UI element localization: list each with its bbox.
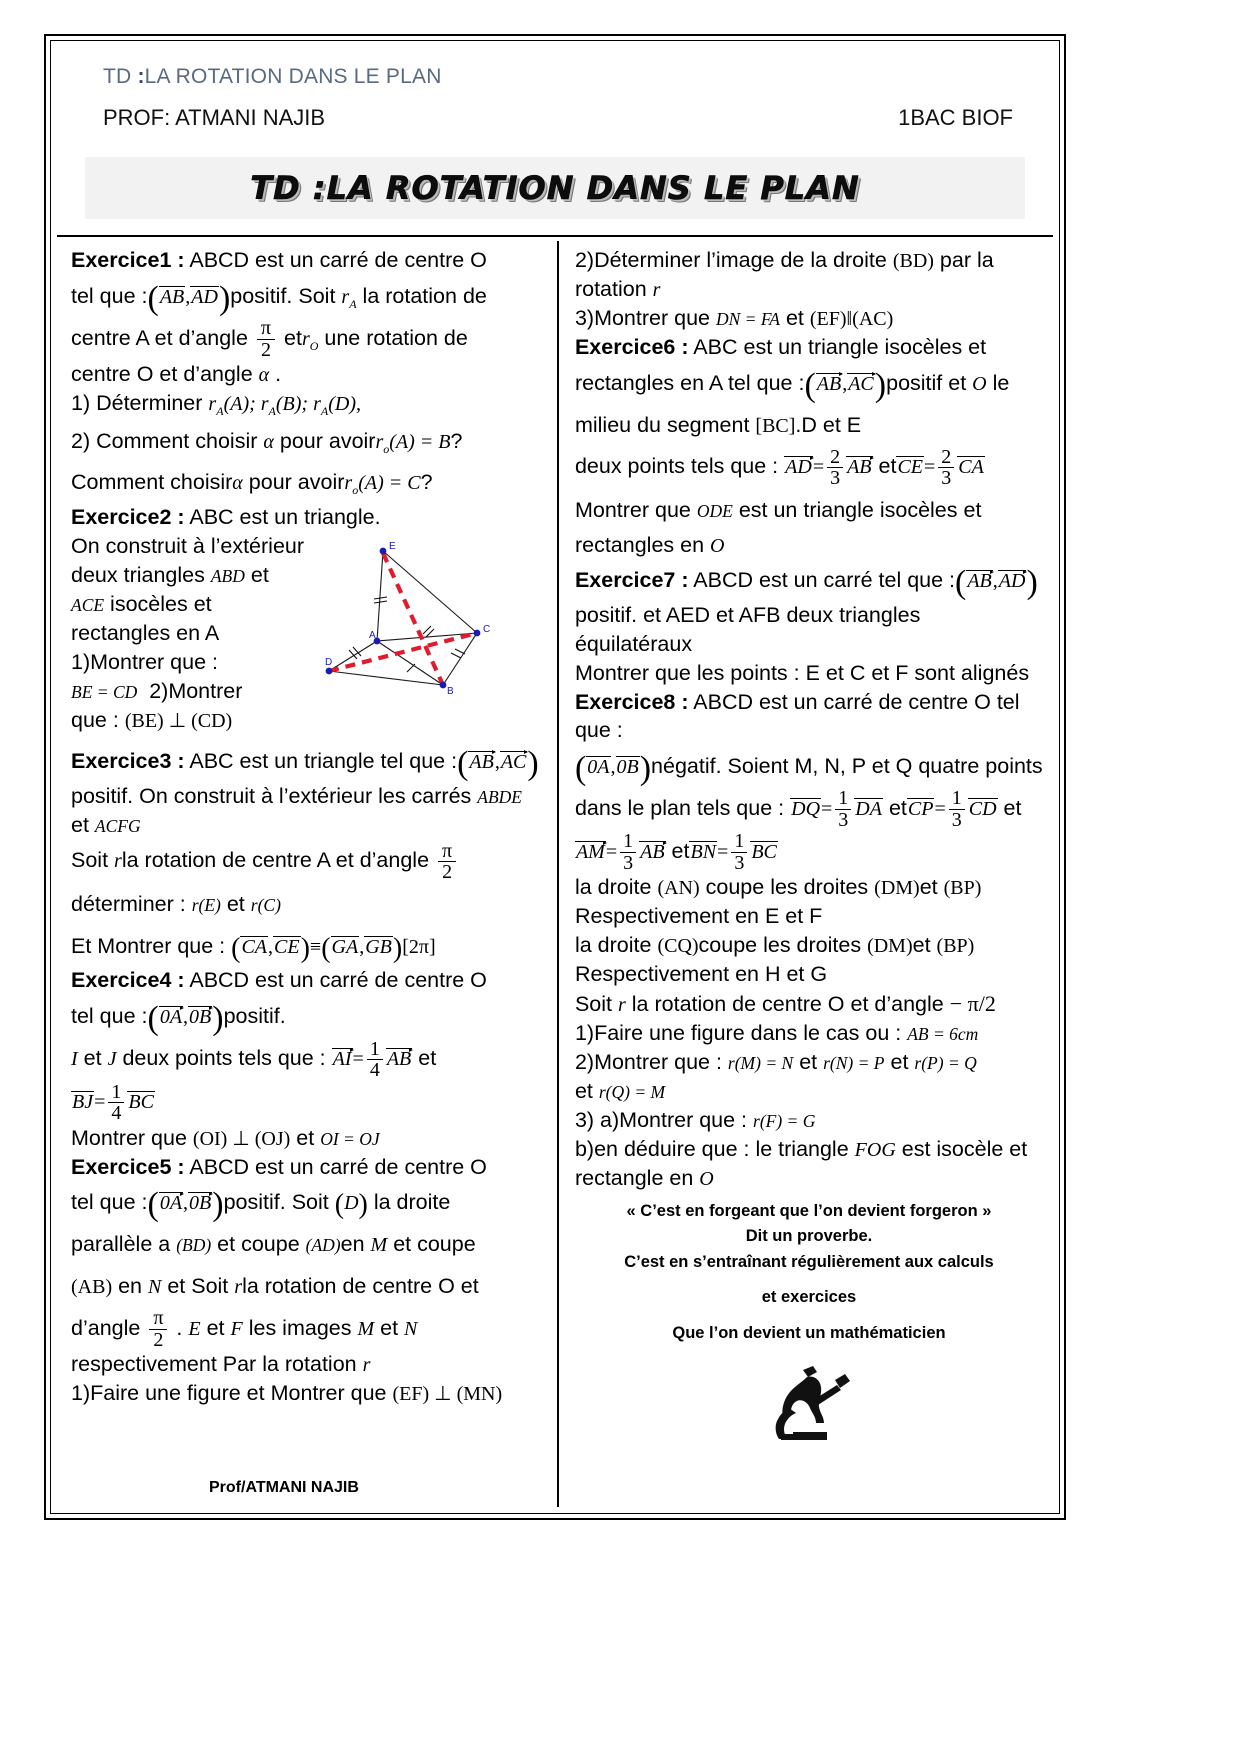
ex1-q2-expr: $r_o(A) = B$ (375, 430, 451, 456)
ex5-cont-line1: 2)Déterminer l’image de la droite (BD) par la (574, 248, 994, 272)
exercise8-heading (575, 689, 1043, 745)
ex5-frac-pi-2: $\frac{\pi}{2}$ (149, 1308, 167, 1350)
exercise2-line2: On construit à l’extérieur (71, 534, 305, 559)
header-course-prefix: TD (103, 65, 138, 88)
ex5-vec-oa: 0A (159, 1192, 183, 1215)
ex8-rm-n: r(M) = N (727, 1052, 794, 1073)
ex5-bd: (BD) (176, 1235, 212, 1256)
exercise1-q2: 2) Comment choisir α pour avoirr$_o$(A) = B? (71, 428, 463, 456)
exercise8-title: Exercice8 : (574, 690, 689, 715)
ex5cont-dn-fa: DN = FA (715, 308, 780, 329)
banner-title: TD :LA ROTATION DANS LE PLAN (250, 169, 860, 207)
exercise2-heading (71, 504, 547, 532)
ex1-q2b-label: Comment choisir (71, 470, 233, 495)
exercise1-line2: tel que :(AB,AD)positif. Soit $r_A$ la rotation de (71, 279, 487, 317)
ex8-vec-dq: DQ (791, 797, 821, 820)
ex1-q1-label: 1) Déterminer (71, 390, 203, 415)
exercise5-heading (71, 1154, 547, 1182)
ex8-vec-cd: CD (968, 797, 997, 820)
ex4-oi-perp-oj: (OI) ⊥ (OJ) (192, 1127, 291, 1150)
exercise7-title: Exercice7 : (574, 568, 689, 593)
exercise3-heading: Exercice3 : ABC est un triangle tel que :(AB,AC) (71, 744, 539, 782)
exercise5-line6: respectivement Par la rotation r (71, 1352, 371, 1377)
figure-label-D: D (325, 657, 333, 668)
exercise6-heading (575, 334, 1043, 362)
ex1-q2b-expr: $r_o(A) = C$ (344, 472, 421, 498)
footer-signature: Prof/ATMANI NAJIB (209, 1479, 359, 1496)
figure-label-E: E (389, 541, 396, 552)
ex3-vec-ca: CA (241, 935, 268, 958)
ex3-vec-ga: GA (331, 935, 359, 958)
exercise2-figure (325, 537, 557, 717)
ex8-rot-r: r (618, 994, 626, 1016)
ex4-oi-eq-oj: OI = OJ (320, 1128, 380, 1149)
ex6-at-o: O (710, 534, 725, 557)
ex8-line-bp: (BP) (943, 877, 982, 900)
ex8-vec-bn: BN (690, 841, 717, 864)
ex5-img-n: N (404, 1317, 418, 1340)
ex4-frac2-1-4: $\frac{1}{4}$ (108, 1082, 124, 1124)
exercise2-line6: 1)Montrer que : (71, 649, 218, 674)
exercise7-line3: équilatéraux (574, 632, 693, 657)
ex7-vec-ad: AD (998, 570, 1026, 593)
ex4-vec-oa: 0A (159, 1006, 183, 1029)
exercise6-line2: rectangles en A tel que :(AB,AC)positif et O le (574, 366, 1010, 404)
ex6-frac-2-3: $\frac{2}{3}$ (827, 447, 843, 489)
exercise1-q2b: Comment choisirα pour avoirr$_o$(A) = C? (71, 470, 433, 498)
ex3-vec-gb: GB (365, 935, 392, 958)
right-column (557, 241, 1053, 1507)
figure-point-B (440, 682, 447, 689)
ex8-frac3-1-3: $\frac{1}{3}$ (620, 831, 636, 873)
ex5-pt-f: F (230, 1317, 243, 1340)
ex2-tri-abd: ABD (210, 566, 245, 587)
exercise8-line9: Soit r la rotation de centre O et d’angle − π/2 (574, 991, 996, 1016)
ex3-abde: ABDE (477, 786, 522, 807)
ex1-alpha: α (258, 364, 270, 386)
exercise5-line4: (AB) en N et Soit rla rotation de centre O et (71, 1274, 479, 1299)
ex8-line-dm: (DM) (874, 877, 920, 900)
ex1-rO: $r_O$ (301, 327, 319, 353)
ex3-vec-ab: AB (469, 750, 494, 773)
exercise3-title: Exercice3 : (71, 748, 185, 773)
proverb-line5: Que l’on devient un mathématicien (672, 1323, 946, 1342)
exercise4-line1: ABCD est un carré de centre O (184, 968, 487, 993)
ex8-frac-1-3: $\frac{1}{3}$ (835, 788, 851, 830)
exercise8-line15: rectangle en O (574, 1165, 714, 1190)
ex5-ef-perp-mn: (EF) ⊥ (MN) (392, 1383, 503, 1406)
ex8-tri-fog: FOG (854, 1138, 896, 1161)
exercise8-line8: Respectivement en H et G (574, 962, 828, 987)
ex1-l2-a: tel que : (71, 283, 148, 308)
document-body (57, 241, 1053, 1507)
ex5cont-r: r (652, 278, 661, 301)
ex6-pt-o: O (972, 372, 987, 395)
figure-label-C: C (483, 624, 491, 635)
ex6-vec-ab: AB (816, 372, 842, 395)
ex8-line-an: (AN) (657, 877, 700, 900)
figure-label-B: B (447, 686, 454, 697)
header-meta-row (103, 105, 1013, 131)
exercise8-line2: (0A,0B)négatif. Soient M, N, P et Q quatre points (574, 749, 1043, 787)
ex8-rq-m: r(Q) = M (598, 1081, 666, 1102)
ex5-pt-n: N (148, 1276, 162, 1299)
exercise6-line5: Montrer que ODE est un triangle isocèles et (574, 497, 982, 522)
exercise8-line6: Respectivement en E et F (574, 904, 823, 929)
ex1-q2-b: pour avoir (279, 428, 376, 453)
ex6-seg-bc: [BC] (755, 414, 796, 437)
proverb-line2: Dit un proverbe. (745, 1227, 873, 1246)
ex8-line-cq: (CQ) (657, 935, 699, 958)
ex8-line-dm2: (DM) (867, 935, 913, 958)
exercise1-line4: centre O et d’angle α . (71, 362, 282, 386)
ex4-pt-j: J (107, 1048, 117, 1071)
ex4-vec-bc: BC (128, 1091, 154, 1114)
ex6-vec-ad: AD (785, 456, 812, 479)
ex8-ab-6cm: AB = 6cm (907, 1023, 979, 1044)
ex4-pt-i: I (71, 1048, 78, 1071)
exercise4-line3: I et J deux points tels que : AI= $\frac{1}{4}$ AB et (71, 1037, 437, 1081)
ex1-vec-ab: AB (159, 285, 185, 308)
exercise5-title: Exercice5 : (71, 1154, 185, 1179)
ex1-l3-a: centre A et d’angle (71, 325, 248, 350)
exercise8-line4: AM= $\frac{1}{3}$ AB etBN= $\frac{1}{3}$ BC (575, 830, 777, 874)
blacksmith-silhouette-icon (763, 1364, 855, 1442)
exercise4-line4: BJ= $\frac{1}{4}$ BC (72, 1080, 154, 1125)
banner-title-bar (85, 157, 1025, 219)
ex1-l3-b: et (284, 325, 302, 350)
ex3-r: r (114, 850, 122, 873)
exercise2-line7: BE = CD 2)Montrer (71, 678, 243, 703)
ex8-vec-oa: 0A (587, 755, 610, 778)
exercise4-line5: Montrer que (OI) ⊥ (OJ) et OI = OJ (71, 1125, 380, 1150)
ex8-vec-ob: 0B (616, 755, 639, 778)
exercise8-line14: b)en déduire que : le triangle FOG est isocèle et (574, 1136, 1028, 1161)
exercise1-line3 (71, 318, 547, 360)
ex8-at-o: O (699, 1167, 714, 1190)
exercise6-line4: deux points tels que : AD= $\frac{2}{3}$ AB etCE= $\frac{2}{3}$ CA (574, 445, 984, 490)
ex8-vec-da: DA (855, 797, 882, 820)
exercise5-line5: d’angle $\frac{\pi}{2}$ . E et F les images M et N (71, 1307, 418, 1351)
ex4-vec-ob: 0B (189, 1006, 212, 1029)
ex8-rf-g: r(F) = G (753, 1110, 816, 1131)
header-course-line (103, 65, 442, 89)
ex3-rE: r(E) (191, 894, 221, 915)
exercise2-line8: que : (BE) ⊥ (CD) (71, 707, 233, 732)
ex8-rn-p: r(N) = P (823, 1052, 885, 1073)
exercise3-line5: déterminer : r(E) et r(C) (71, 891, 281, 916)
ex5-ab: (AB) (71, 1276, 113, 1299)
proverb-line3: C’est en s’entraînant régulièrement aux calculs (624, 1252, 994, 1271)
ex2-be-cd: BE = CD (71, 681, 138, 702)
exercise8-line11: 2)Montrer que : r(M) = N et r(N) = P et r(P) = Q (574, 1049, 977, 1074)
ex1-q2-alpha: α (263, 430, 274, 453)
header-course-title: LA ROTATION DANS LE PLAN (144, 65, 442, 88)
figure-point-C (474, 630, 481, 637)
ex1-l4: centre O et d’angle (71, 362, 253, 386)
ex6-vec-ce: CE (897, 456, 924, 479)
exercise6-line6: rectangles en O (574, 532, 725, 557)
ex8-line-bp2: (BP) (936, 935, 975, 958)
exercise2-line5: rectangles en A (71, 620, 220, 645)
exercise1-heading (71, 247, 547, 275)
exercise1-q1 (71, 390, 547, 420)
ex5cont-bd: (BD) (892, 250, 934, 272)
proverb-line1: « C’est en forgeant que l’on devient forgeron » (626, 1201, 992, 1220)
ex8-vec-ab: AB (640, 841, 665, 864)
ex1-q2b-b: pour avoir (248, 470, 345, 495)
ex3-rC: r(C) (250, 894, 281, 915)
ex5-pt-m: M (370, 1234, 388, 1257)
ex8-angle: − π/2 (949, 991, 996, 1016)
ex4-vec-ab: AB (386, 1048, 412, 1071)
ex1-q2-label: 2) Comment choisir (71, 428, 258, 453)
exercise6-title: Exercice6 : (574, 334, 689, 359)
figure-label-A: A (369, 630, 376, 641)
ex5-cont-line3: 3)Montrer que DN = FA et (EF)‖(AC) (574, 305, 894, 330)
exercise3-line4: Soit rla rotation de centre A et d’angle $\frac{\pi}{2}$ (71, 840, 547, 882)
ex7-vec-ab: AB (967, 570, 992, 593)
ex6-vec-ac: AC (848, 372, 874, 395)
exercise2-title: Exercice2 : (71, 505, 185, 530)
ex3-acfg: ACFG (94, 815, 141, 836)
ex5-line-d: D (344, 1192, 359, 1215)
ex1-q2b-alpha: α (232, 472, 243, 495)
figure-point-E (380, 548, 387, 555)
ex5cont-ef-par-ac: (EF)‖(AC) (809, 307, 894, 330)
proverb-line4: et exercices (761, 1288, 857, 1307)
exercise5-line2: tel que :(0A,0B)positif. Soit (D) la droite (71, 1186, 451, 1224)
ex3-vec-ce: CE (274, 935, 300, 958)
ex5-r: r (234, 1276, 243, 1299)
exercise7-line1: ABCD est un carré tel que : (688, 568, 956, 593)
ex5-cont-line2: rotation r (574, 276, 661, 301)
exercise8-line1: ABCD est un carré de centre O tel que : (574, 690, 1020, 743)
exercise7-line4: Montrer que les points : E et C et F sont alignés (574, 661, 1030, 686)
ex6-vec-ab2: AB (847, 456, 872, 479)
ex8-frac2-1-3: $\frac{1}{3}$ (949, 788, 965, 830)
figure-svg (325, 537, 557, 717)
ex8-frac4-1-3: $\frac{1}{3}$ (731, 831, 747, 873)
left-column (57, 241, 557, 1507)
exercise2-line3: deux triangles ABD et (71, 563, 269, 588)
exercise4-title: Exercice4 : (71, 968, 185, 993)
exercise2-line1: ABC est un triangle. (184, 505, 381, 530)
exercise6-line1: ABC est un triangle isocèles et (688, 334, 987, 359)
ex5-ad: (AD) (305, 1235, 341, 1256)
exercise5-line1: ABCD est un carré de centre O (184, 1154, 487, 1179)
ex4-frac-1-4: $\frac{1}{4}$ (367, 1039, 383, 1081)
ex2-perp: (BE) ⊥ (CD) (124, 709, 233, 732)
ex2-tri-ace: ACE (71, 595, 105, 616)
ex1-frac-pi-2: $\frac{\pi}{2}$ (257, 318, 275, 360)
ex4-vec-bj: BJ (72, 1091, 94, 1114)
ex8-vec-bc: BC (751, 841, 777, 864)
exercise4-heading (71, 967, 547, 995)
exercise1-line1: ABCD est un carré de centre O (184, 248, 487, 272)
exercise8-line5: la droite (AN) coupe les droites (DM)et (BP) (574, 875, 982, 900)
ex5-rot-r: r (362, 1354, 371, 1377)
exercise5-line3: parallèle a (BD) et coupe (AD)en M et coupe (71, 1232, 476, 1257)
exercise3-line6: Et Montrer que : (CA,CE)≡(GA,GB)[2π] (71, 932, 436, 964)
exercise3-line2: positif. On construit à l’extérieur les carrés ABDE (71, 783, 522, 808)
exercise5-line7: 1)Faire une figure et Montrer que (EF) ⊥ (MN) (71, 1381, 503, 1406)
ex5-pt-e: E (188, 1317, 201, 1340)
ex6-vec-ca: CA (958, 456, 984, 479)
header-level: 1BAC BIOF (898, 105, 1013, 130)
figure-point-D (326, 668, 333, 675)
proverb-block (575, 1199, 1043, 1347)
ex3-mod: [2π] (402, 935, 436, 958)
ex8-vec-cp: CP (907, 797, 934, 820)
exercise8-line10: 1)Faire une figure dans le cas ou : AB = 6cm (574, 1020, 979, 1045)
ex1-q1-expr: $r_A(A)$; $r_A(B)$; $r_A(D)$, (208, 392, 361, 418)
ex1-rA: $r_A$ (341, 285, 357, 311)
page-frame-inner (50, 40, 1060, 1514)
ex8-vec-am: AM (575, 841, 605, 864)
ex6-frac2-2-3: $\frac{2}{3}$ (938, 447, 954, 489)
exercise3-line1: ABC est un triangle tel que : (184, 748, 458, 773)
ex5-img-m: M (357, 1317, 375, 1340)
ex1-l2-b: positif. Soit (230, 283, 336, 308)
exercise8-line3: dans le plan tels que : DQ= $\frac{1}{3}$ DA etCP= $\frac{1}{3}$ CD et (574, 787, 1022, 831)
exercise8-line7: la droite (CQ)coupe les droites (DM)et (BP) (574, 933, 975, 958)
ex1-vec-ad: AD (191, 285, 218, 308)
ex1-l2-c: la rotation de (362, 283, 487, 308)
exercise7-line2: positif. et AED et AFB deux triangles (574, 603, 921, 628)
exercise8-line13: 3) a)Montrer que : r(F) = G (574, 1107, 816, 1132)
page-frame (44, 34, 1066, 1520)
ex6-tri-ode: ODE (696, 500, 733, 521)
exercise4-line2: tel que :(0A,0B)positif. (71, 1000, 286, 1038)
exercise2-line4: ACE isocèles et (71, 592, 212, 617)
document-header (57, 47, 1053, 237)
exercise6-line3: milieu du segment [BC].D et E (574, 412, 862, 437)
ex4-vec-ai: AI (332, 1048, 352, 1071)
ex1-l3-c: une rotation de (324, 325, 468, 350)
exercise1-title: Exercice1 : (71, 248, 185, 272)
header-course-colon: : (137, 65, 145, 88)
ex3-vec-ac: AC (500, 750, 527, 773)
exercise3-line3: et ACFG (71, 812, 141, 837)
header-prof: PROF: ATMANI NAJIB (103, 105, 326, 130)
ex8-rp-q: r(P) = Q (914, 1052, 977, 1073)
ex3-frac-pi-2: $\frac{\pi}{2}$ (438, 841, 456, 883)
exercise8-line12: et r(Q) = M (574, 1078, 666, 1103)
ex5-vec-ob: 0B (189, 1192, 212, 1215)
figure-dashed-lines (329, 553, 477, 685)
exercise7-heading: Exercice7 : ABCD est un carré tel que :(AB,AD) (574, 564, 1038, 602)
